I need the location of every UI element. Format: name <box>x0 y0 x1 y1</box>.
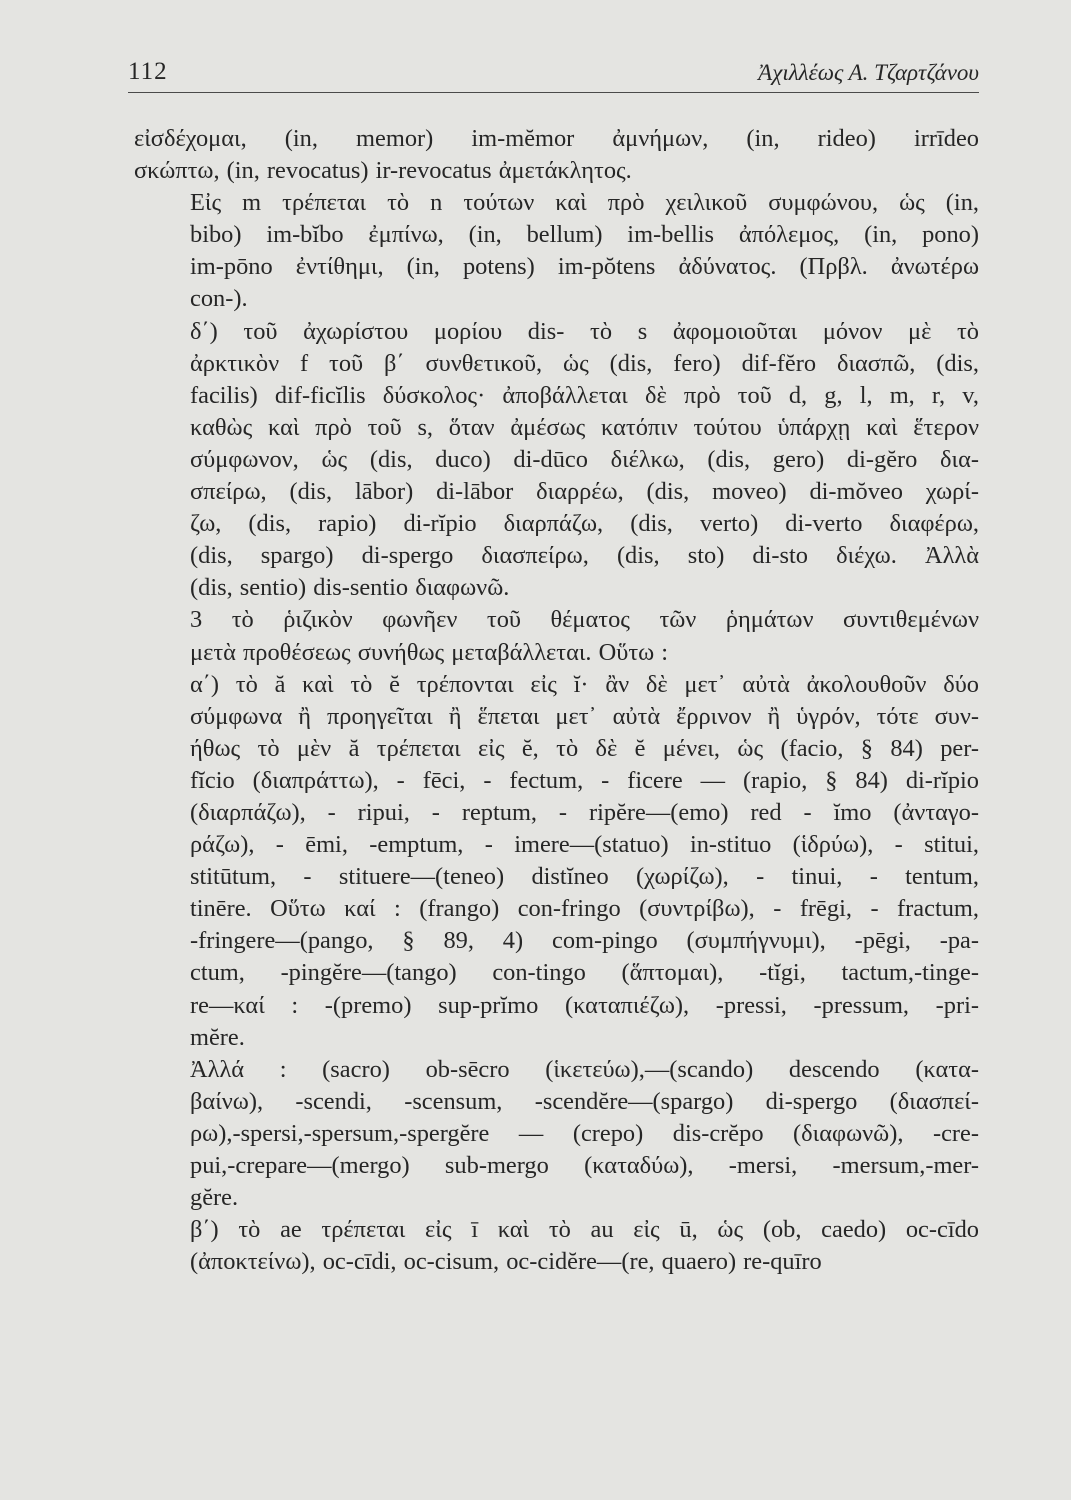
text-line: con-). <box>190 285 248 313</box>
text-line: βαίνω), -scendi, -scensum, -scendĕre—(spargo) di-spergo (διασπεί- <box>190 1087 979 1115</box>
page-header <box>128 58 979 93</box>
text-line: δ΄) τοῦ ἀχωρίστου μορίου dis- τὸ s ἀφομοιοῦται μόνον μὲ τὸ <box>190 317 979 345</box>
page-number: 112 <box>128 58 168 85</box>
text-line: Εἰς m τρέπεται τὸ n τούτων καὶ πρὸ χειλικοῦ συμφώνου, ὡς (in, <box>190 189 979 217</box>
paragraph <box>134 1214 979 1278</box>
text-line: ctum, -pingĕre—(tango) con-tingo (ἅπτομαι), -tĭgi, tactum,-tinge- <box>190 959 979 987</box>
text-line: σύμφωνα ἢ προηγεῖται ἢ ἕπεται μετ᾽ αὐτὰ ἔρρινον ἢ ὑγρόν, τότε συν- <box>190 702 979 730</box>
text-line: Ἀλλά : (sacro) ob-sēcro (ἱκετεύω),—(scando) descendo (κατα- <box>190 1055 979 1083</box>
text-line: μετὰ προθέσεως συνήθως μεταβάλλεται. Οὕτω : <box>190 638 669 666</box>
text-line: εἰσδέχομαι, (in, memor) im-mĕmor ἀμνήμων, (in, rideo) irrīdeo <box>134 125 979 152</box>
paragraph <box>134 187 979 315</box>
paragraph <box>134 316 979 605</box>
text-line: ράζω), - ēmi, -emptum, - imere—(statuo) in-stituo (ἱδρύω), - stitui, <box>190 831 979 859</box>
text-line: α΄) τὸ ă καὶ τὸ ĕ τρέπονται εἰς ĭ· ἂν δὲ μετ᾽ αὐτὰ ἀκολουθοῦν δύο <box>190 670 979 698</box>
text-line: (ἀποκτείνω), oc-cīdi, oc-cisum, oc-cidĕre—(re, quaero) re-quīro <box>190 1248 822 1276</box>
text-line: im-pōno ἐντίθημι, (in, potens) im-pŏtens ἀδύνατος. (Πρβλ. ἀνωτέρω <box>190 253 979 281</box>
text-line: ρω),-spersi,-spersum,-spergĕre — (crepo) dis-crĕpo (διαφωνῶ), -cre- <box>190 1119 979 1147</box>
text-line: re—καί : -(premo) sup-prĭmo (καταπιέζω), -pressi, -pressum, -pri- <box>190 991 979 1019</box>
running-title: Ἀχιλλέως Α. Τζαρτζάνου <box>758 60 979 85</box>
text-line: mĕre. <box>190 1023 245 1051</box>
text-line: ζω, (dis, rapio) di-rĭpio διαρπάζω, (dis, verto) di-verto διαφέρω, <box>190 510 979 538</box>
text-line: pui,-crepare—(mergo) sub-mergo (καταδύω), -mersi, -mersum,-mer- <box>190 1152 979 1179</box>
text-line: stitūtum, - stituere—(teneo) distĭneo (χωρίζω), - tinui, - tentum, <box>190 863 979 891</box>
text-line: -fringere—(pango, § 89, 4) com-pingo (συμπήγνυμι), -pēgi, -pa- <box>190 927 979 955</box>
text-line: bibo) im-bĭbo ἐμπίνω, (in, bellum) im-bellis ἀπόλεμος, (in, pono) <box>190 221 979 249</box>
page-body <box>134 123 979 1278</box>
text-line: ήθως τὸ μὲν ă τρέπεται εἰς ĕ, τὸ δὲ ĕ μένει, ὡς (facio, § 84) per- <box>190 734 979 762</box>
paragraph <box>134 604 979 668</box>
text-line: σπείρω, (dis, lābor) di-lābor διαρρέω, (dis, moveo) di-mŏveo χωρί- <box>190 478 979 506</box>
text-line: fĭcio (διαπράττω), - fēci, - fectum, - ficere — (rapio, § 84) di-rĭpio <box>190 766 979 794</box>
text-line: (dis, sentio) dis-sentio διαφωνῶ. <box>190 574 510 602</box>
text-line: (dis, spargo) di-spergo διασπείρω, (dis, sto) di-sto διέχω. Ἀλλὰ <box>190 542 979 570</box>
paragraph <box>134 669 979 1054</box>
text-line: καθὼς καὶ πρὸ τοῦ s, ὅταν ἀμέσως κατόπιν τούτου ὑπάρχῃ καὶ ἕτερον <box>190 413 979 441</box>
text-line: σκώπτω, (in, revocatus) ir-revocatus ἀμετάκλητος. <box>134 157 632 185</box>
text-line: gĕre. <box>190 1184 239 1212</box>
text-line: facilis) dif-ficĭlis δύσκολος· ἀποβάλλεται δὲ πρὸ τοῦ d, g, l, m, r, v, <box>190 381 979 409</box>
paragraph <box>134 1054 979 1214</box>
text-line: 3 τὸ ῥιζικὸν φωνῆεν τοῦ θέματος τῶν ῥημάτων συντιθεμένων <box>190 606 979 634</box>
text-line: σύμφωνον, ὡς (dis, duco) di-dūco διέλκω, (dis, gero) di-gĕro δια- <box>190 445 979 473</box>
text-line: (διαρπάζω), - ripui, - reptum, - ripĕre—(emo) red - ĭmo (ἀνταγο- <box>190 798 979 826</box>
text-line: β΄) τὸ ae τρέπεται εἰς ī καὶ τὸ au εἰς ū, ὡς (ob, caedo) oc-cīdo <box>190 1216 979 1244</box>
text-line: ἀρκτικὸν f τοῦ β΄ συνθετικοῦ, ὡς (dis, fero) dif-fĕro διασπῶ, (dis, <box>190 349 979 377</box>
paragraph <box>134 123 979 187</box>
text-line: tinēre. Οὕτω καί : (frango) con-fringo (συντρίβω), - frēgi, - fractum, <box>190 895 979 923</box>
